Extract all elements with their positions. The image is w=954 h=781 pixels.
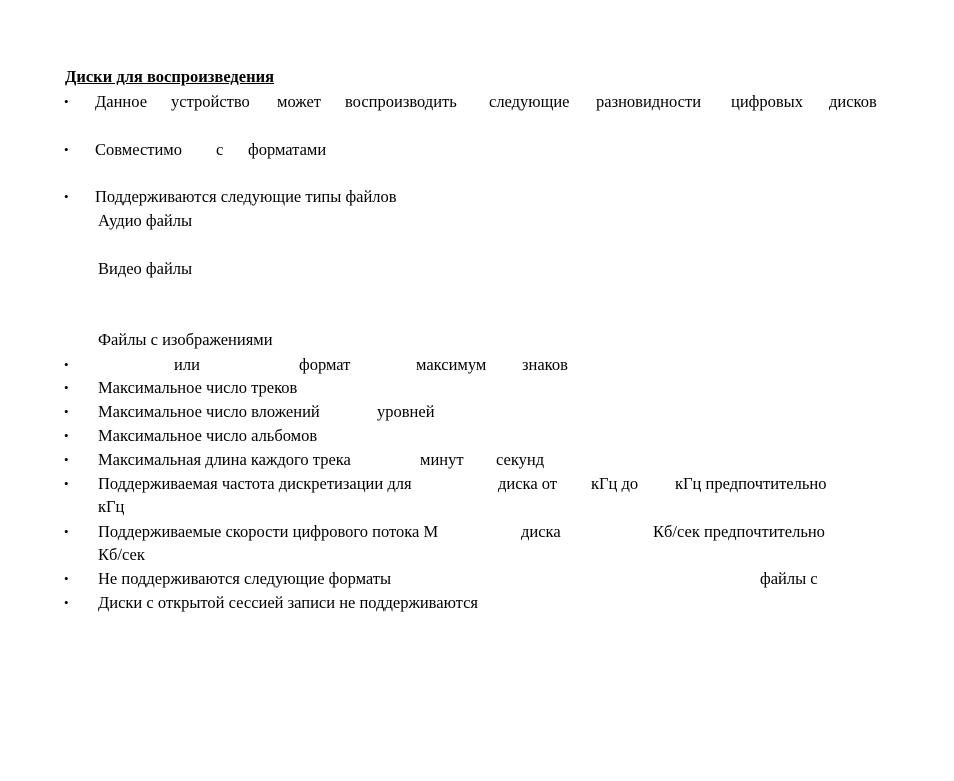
- b2-word: форматами: [248, 140, 327, 159]
- b8-text: Максимальная длина каждого трека: [98, 450, 351, 469]
- b6-text: Максимальное число вложений: [98, 402, 320, 421]
- bullet-icon: •: [64, 524, 69, 539]
- b4-word: знаков: [522, 355, 568, 374]
- b7-text: Максимальное число альбомов: [98, 426, 318, 445]
- b4-word: или: [174, 355, 200, 374]
- b5-text: Максимальное число треков: [98, 378, 298, 397]
- file-type-images: Файлы с изображениями: [98, 330, 273, 349]
- bullet-icon: •: [64, 142, 69, 157]
- file-type-audio: Аудио файлы: [98, 211, 193, 230]
- b4-word: формат: [299, 355, 351, 374]
- b1-word: устройство: [171, 92, 250, 111]
- bullet-icon: •: [64, 428, 69, 443]
- b10-kbps-pref: Кб/сек предпочтительно: [653, 522, 825, 541]
- file-type-video: Видео файлы: [98, 259, 193, 278]
- b9-khz-pref: кГц предпочтительно: [675, 474, 827, 493]
- b9-line2: кГц: [98, 497, 125, 516]
- b1-word: следующие: [489, 92, 570, 111]
- b9-text: Поддерживаемая частота дискретизации для: [98, 474, 412, 493]
- b6-tail: уровней: [377, 402, 435, 421]
- b1-word: дисков: [829, 92, 877, 111]
- b11-text: Не поддерживаются следующие форматы: [98, 569, 392, 588]
- b10-text: Поддерживаемые скорости цифрового потока M: [98, 522, 439, 541]
- b12-text: Диски с открытой сессией записи не поддерживаются: [98, 593, 479, 612]
- bullet-icon: •: [64, 94, 69, 109]
- bullet-icon: •: [64, 452, 69, 467]
- b8-minutes: минут: [420, 450, 464, 469]
- bullet-icon: •: [64, 595, 69, 610]
- b2-word: Совместимо: [95, 140, 182, 159]
- b1-word: может: [277, 92, 321, 111]
- bullet-icon: •: [64, 571, 69, 586]
- b1-word: цифровых: [731, 92, 803, 111]
- b1-word: Данное: [95, 92, 148, 111]
- b4-word: максимум: [416, 355, 487, 374]
- bullet-icon: •: [64, 380, 69, 395]
- b10-disc: диска: [521, 522, 561, 541]
- b8-seconds: секунд: [496, 450, 545, 469]
- b3-text: Поддерживаются следующие типы файлов: [95, 187, 397, 206]
- bullet-icon: •: [64, 357, 69, 372]
- b10-line2: Кб/сек: [98, 545, 145, 564]
- b2-word: с: [216, 140, 224, 159]
- b11-files-with: файлы с: [760, 569, 818, 588]
- b1-word: воспроизводить: [345, 92, 457, 111]
- bullet-icon: •: [64, 404, 69, 419]
- b9-khz-to: кГц до: [591, 474, 639, 493]
- section-title: Диски для воспроизведения: [65, 67, 275, 86]
- b9-disc-from: диска от: [498, 474, 558, 493]
- b1-word: разновидности: [596, 92, 702, 111]
- bullet-icon: •: [64, 189, 69, 204]
- bullet-icon: •: [64, 476, 69, 491]
